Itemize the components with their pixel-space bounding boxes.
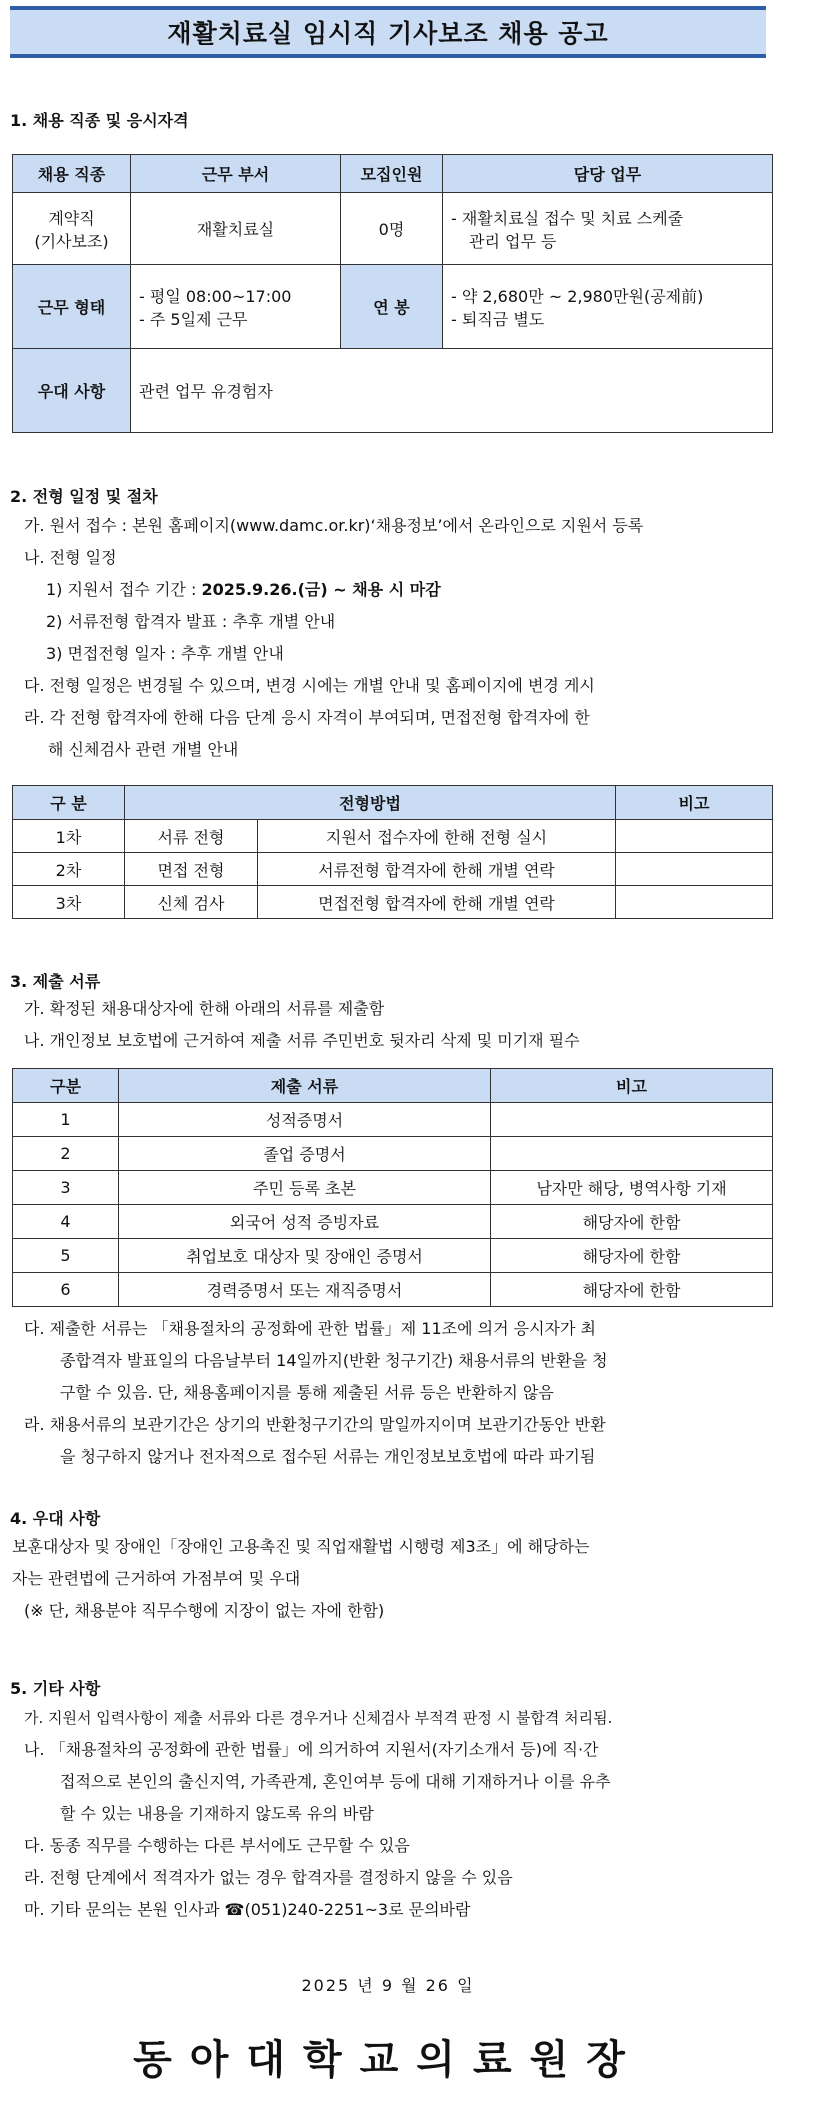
section-3-heading: 3. 제출 서류 [10,972,101,991]
section-2-heading: 2. 전형 일정 및 절차 [10,487,158,506]
section-4-heading: 4. 우대 사항 [10,1509,101,1528]
position-table [12,154,773,433]
sec5-item-na-2: 접적으로 본인의 출신지역, 가족관계, 혼인여부 등에 대해 기재하거나 이를 유추 [60,1772,611,1791]
sec5-item-na-1: 나. 「채용절차의 공정화에 관한 법률」에 의거하여 지원서(자기소개서 등)에 직·간 [24,1740,599,1759]
preference-label: 우대 사항 [13,349,131,433]
section-5-heading: 5. 기타 사항 [10,1679,101,1698]
table-row: 3 주민 등록 초본 남자만 해당, 병역사항 기재 [13,1171,773,1205]
header-duty: 담당 업무 [443,155,773,193]
sec2-schedule-1: 1) 지원서 접수 기간 : 2025.9.26.(금) ~ 채용 시 마감 [46,580,441,599]
sec3-item-na: 나. 개인정보 보호법에 근거하여 제출 서류 주민번호 뒷자리 삭제 및 미기재 필수 [24,1031,580,1050]
table-row: 5 취업보호 대상자 및 장애인 증명서 해당자에 한함 [13,1239,773,1273]
table-row: 3차 신체 검사 면접전형 합격자에 한해 개별 연락 [13,886,773,919]
dept-cell: 재활치료실 [131,193,341,265]
count-cell: 0명 [341,193,443,265]
table-row: 2차 면접 전형 서류전형 합격자에 한해 개별 연락 [13,853,773,886]
sec4-line-3: (※ 단, 채용분야 직무수행에 지장이 없는 자에 한함) [24,1601,385,1620]
salary-cell: - 약 2,680만 ~ 2,980만원(공제前) - 퇴직금 별도 [443,265,773,349]
sec2-item-ra-1: 라. 각 전형 합격자에 한해 다음 단계 응시 자격이 부여되며, 면접전형 합격자에 한 [24,708,590,727]
doc-header-note: 비고 [491,1069,773,1103]
title-banner [10,6,766,58]
job-cell: 계약직 (기사보조) [13,193,131,265]
table-row: 1 성적증명서 [13,1103,773,1137]
work-type-label: 근무 형태 [13,265,131,349]
sec3-item-ra-1: 라. 채용서류의 보관기간은 상기의 반환청구기간의 말일까지이며 보관기간동안 반환 [24,1415,606,1434]
sec4-line-1: 보훈대상자 및 장애인「장애인 고용촉진 및 직업재활법 시행령 제3조」에 해당하는 [12,1537,590,1556]
sec2-item-ra-2: 해 신체검사 관련 개별 안내 [48,740,239,759]
sec2-item-ga: 가. 원서 접수 : 본원 홈페이지(www.damc.or.kr)‘채용정보’에서 온라인으로 지원서 등록 [24,516,644,535]
header-dept: 근무 부서 [131,155,341,193]
sec5-item-ra: 라. 전형 단계에서 적격자가 없는 경우 합격자를 결정하지 않을 수 있음 [24,1868,513,1887]
page-title: 재활치료실 임시직 기사보조 채용 공고 [167,19,609,48]
sec2-schedule-3: 3) 면접전형 일자 : 추후 개별 안내 [46,644,284,663]
salary-label: 연 봉 [341,265,443,349]
sec3-item-da-3: 구할 수 있음. 단, 채용홈페이지를 통해 제출된 서류 등은 반환하지 않음 [60,1383,554,1402]
documents-table [12,1068,773,1307]
sec5-item-ma: 마. 기타 문의는 본원 인사과 ☎(051)240-2251~3로 문의바람 [24,1900,471,1919]
sel-header-note: 비고 [616,786,773,820]
header-job: 채용 직종 [13,155,131,193]
preference-cell: 관련 업무 유경험자 [131,349,773,433]
sel-header-stage: 구 분 [13,786,125,820]
selection-table [12,785,773,919]
sec5-item-da: 다. 동종 직무를 수행하는 다른 부서에도 근무할 수 있음 [24,1836,410,1855]
sec4-line-2: 자는 관련법에 근거하여 가점부여 및 우대 [12,1569,301,1588]
sel-header-method: 전형방법 [125,786,616,820]
work-type-cell: - 평일 08:00~17:00 - 주 5일제 근무 [131,265,341,349]
sec3-item-da-1: 다. 제출한 서류는 「채용절차의 공정화에 관한 법률」제 11조에 의거 응시자가 최 [24,1319,596,1338]
doc-header-doc: 제출 서류 [119,1069,491,1103]
table-row: 6 경력증명서 또는 재직증명서 해당자에 한함 [13,1273,773,1307]
sec5-item-na-3: 할 수 있는 내용을 기재하지 않도록 유의 바람 [60,1804,374,1823]
section-1-heading: 1. 채용 직종 및 응시자격 [10,111,189,130]
table-row: 4 외국어 성적 증빙자료 해당자에 한함 [13,1205,773,1239]
sec2-item-na: 나. 전형 일정 [24,548,117,567]
sec3-item-ra-2: 을 청구하지 않거나 전자적으로 접수된 서류는 개인정보보호법에 따라 파기됨 [60,1447,596,1466]
sec3-item-ga: 가. 확정된 채용대상자에 한해 아래의 서류를 제출함 [24,999,385,1018]
duty-cell: - 재활치료실 접수 및 치료 스케줄 관리 업무 등 [443,193,773,265]
sec2-item-da: 다. 전형 일정은 변경될 수 있으며, 변경 시에는 개별 안내 및 홈페이지에 변경 게시 [24,676,595,695]
table-row: 2 졸업 증명서 [13,1137,773,1171]
table-row: 1차 서류 전형 지원서 접수자에 한해 전형 실시 [13,820,773,853]
issuer-signature: 동아대학교의료원장 [133,2036,643,2083]
header-count: 모집인원 [341,155,443,193]
sec2-schedule-2: 2) 서류전형 합격자 발표 : 추후 개별 안내 [46,612,336,631]
doc-header-no: 구분 [13,1069,119,1103]
sec3-item-da-2: 종합격자 발표일의 다음날부터 14일까지(반환 청구기간) 채용서류의 반환을 청 [60,1351,608,1370]
sec5-item-ga: 가. 지원서 입력사항이 제출 서류와 다른 경우거나 신체검사 부적격 판정 시 불합격 처리됨. [24,1709,613,1727]
issue-date: 2025 년 9 월 26 일 [301,1976,475,1995]
